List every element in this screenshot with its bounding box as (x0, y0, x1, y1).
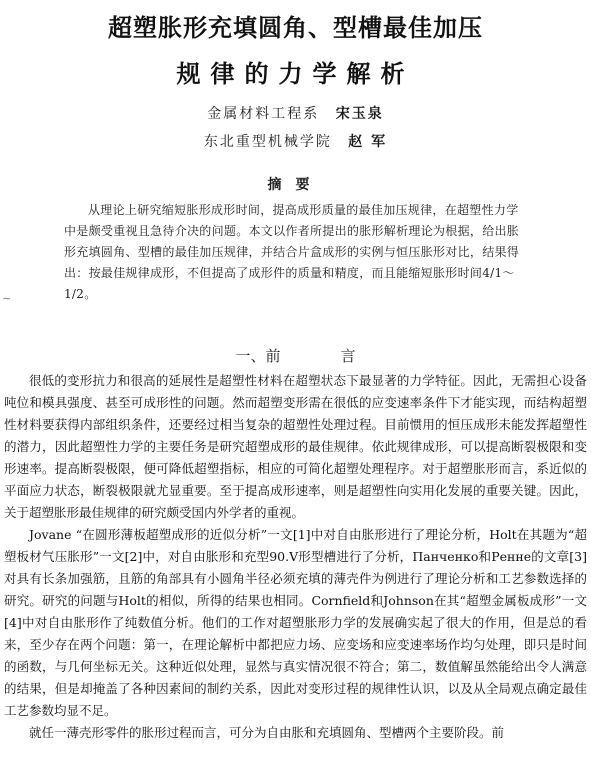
section-heading-word: 言 (340, 347, 356, 365)
abstract-heading: 摘要 (267, 177, 324, 193)
section-heading-number: 一、前 (235, 347, 281, 365)
section-heading (0, 345, 591, 366)
paper-title-line1: 超塑胀形充填圆角、型槽最佳加压 (108, 14, 483, 42)
author-2-name: 赵 军 (348, 134, 388, 150)
abstract-text: 从理论上研究缩短胀形成形时间，提高成形质量的最佳加压规律，在超塑性力学中是颇受重视且急待介决的问题。本文以作者所提出的胀形解析理论为根据，给出胀形充填圆角、型槽的最佳加压规律，并结合片盒成形的实例与恒压胀形对比，结果得出：按最佳规律成形，不但提高了成形件的质量和精度，而且能缩短胀形时间4/1～1/2。 (64, 203, 520, 301)
paper-title-line2: 规律的力学解析 (176, 60, 415, 88)
paragraph: Jovane “在圆形薄板超塑成形的近似分析”一文[1]中对自由胀形进行了理论分析，Holt在其题为“超塑板材气压胀形”一文[2]中，对自由胀形和充型90.V形型槽进行了分析，Панченко和Ренне的文章[3]对具有长条加强筋，且筋的角部具有小圆角半径必须充填的薄壳件为例进行了理论分析和工艺参数选择的研究。研究的问题与Holt的相似，所得的结果也相同。Cornfield和Johnson在其“超塑金属板成形”一文[4]中对自由胀形作了纯数值分析。他们的工作对超塑胀形力学的发展确实起了很大的作用，但是总的看来，至少存在两个问题：第一，在理论解析中都把应力场、应变场和应变速率场作均匀处理，即只是时间的函数，与几何坐标无关。这种近似处理，显然与真实情况很不符合；第二，数值解虽然能给出令人满意的结果，但是却掩盖了各种因素间的制约关系，因此对变形过程的规律性认识，以及从全局观点确定最佳工艺参数均显不足。 (4, 527, 587, 718)
author-2-affiliation: 东北重型机械学院 (203, 134, 332, 150)
author-1-affiliation: 金属材料工程系 (207, 106, 320, 122)
paragraph: 就任一薄壳形零件的胀形过程而言，可分为自由胀和充填圆角、型槽两个主要阶段。前 (29, 725, 505, 740)
paragraph: 很低的变形抗力和很高的延展性是超塑性材料在超塑状态下最显著的力学特征。因此，无需担心设备吨位和模具强度、甚至可成形性的问题。然而超塑变形需在很低的应变速率条件下才能实现，而结构超塑性材料要获得内部组织条件，还要经过相当复杂的超塑性处理过程。目前惯用的恒压成形未能发挥超塑性的潜力，因此超塑性力学的主要任务是研究超塑成形的最佳规律。依此规律成形，可以提高断裂极限和变形速率。提高断裂极限，便可降低超塑指标，相应的可简化超塑处理程序。对于超塑胀形而言，系近似的平面应力状态，断裂极限就尤显重要。至于提高成形速率，则是超塑性向实用化发展的重要关键。因此，关于超塑胀形最佳规律的研究颇受国内外学者的重视。 (4, 373, 587, 520)
abstract-block (64, 200, 526, 305)
author-2 (0, 131, 591, 151)
body-text (4, 370, 587, 744)
author-1 (0, 103, 591, 123)
author-1-name: 宋玉泉 (335, 106, 384, 122)
pencil-mark-icon: ∼ (2, 292, 12, 305)
